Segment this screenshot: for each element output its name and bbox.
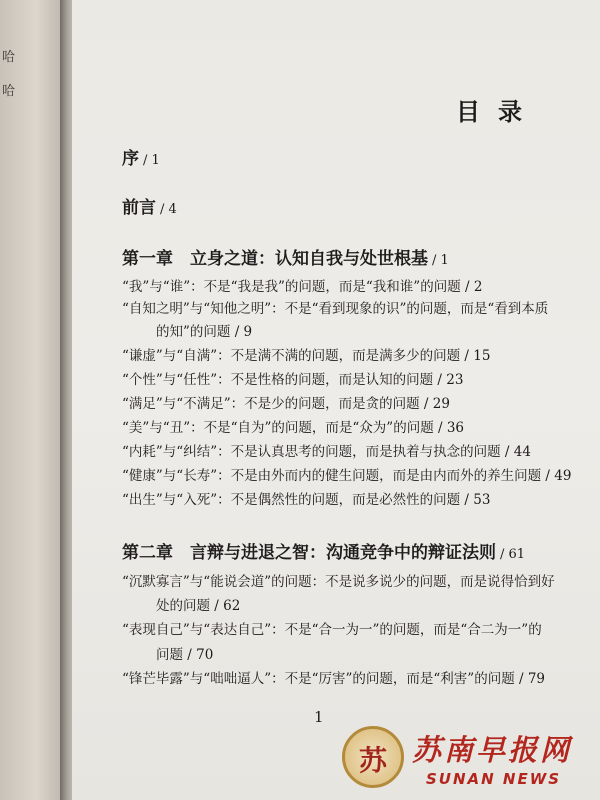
chapter-page: / 61 [500,547,526,562]
toc-section[interactable]: “表现自己”与“表达自己”：不是“合一为一”的问题，而是“合二为一”的 [122,622,542,638]
seal-character: 苏 [358,744,387,777]
toc-chapter-1[interactable] [122,244,449,269]
toc-section[interactable]: “沉默寡言”与“能说会道”的问题：不是说多说少的问题，而是说得恰到好 [122,574,555,590]
toc-section[interactable]: “出生”与“入死”：不是偶然性的问题，而是必然性的问题 / 53 [122,492,491,508]
toc-section[interactable]: “自知之明”与“知他之明”：不是“看到现象的识”的问题，而是“看到本质 [122,301,549,317]
toc-section[interactable]: “健康”与“长寿”：不是由外而内的健生问题，而是由内而外的养生问题 / 49 [122,468,572,484]
toc-section-continued[interactable]: 的知”的问题 / 9 [156,324,253,340]
toc-section[interactable]: “内耗”与“纠结”：不是认真思考的问题，而是执着与执念的问题 / 44 [122,444,531,460]
left-page-edge [0,0,66,800]
toc-section[interactable]: “个性”与“任性”：不是性格的问题，而是认知的问题 / 23 [122,372,464,388]
page-number: 1 [314,708,324,726]
entry-label: 序 [122,149,139,169]
toc-section[interactable]: “我”与“谁”：不是“我是我”的问题，而是“我和谁”的问题 / 2 [122,279,483,295]
entry-label: 前言 [122,198,156,218]
toc-section-continued[interactable]: 处的问题 / 62 [156,598,241,614]
toc-section[interactable]: “美”与“丑”：不是“自为”的问题，而是“众为”的问题 / 36 [122,420,465,436]
news-watermark [330,722,600,800]
watermark-name: 苏南早报网 [412,733,573,767]
chapter-title: 第二章 言辩与进退之智：沟通竞争中的辩证法则 [122,543,496,563]
book-page [72,0,600,800]
seal-logo-icon [342,726,404,788]
chapter-page: / 1 [432,253,449,268]
toc-entry-foreword[interactable] [122,193,177,218]
chapter-title: 第一章 立身之道：认知自我与处世根基 [122,249,428,269]
toc-entry-preface[interactable] [122,144,160,169]
toc-section[interactable]: “满足”与“不满足”：不是少的问题，而是贪的问题 / 29 [122,396,450,412]
entry-page: / 1 [143,153,160,168]
watermark-english: SUNAN NEWS [426,770,562,788]
toc-chapter-2[interactable] [122,538,525,563]
toc-title: 目录 [456,97,540,126]
toc-section[interactable]: “谦虚”与“自满”：不是满不满的问题，而是满多少的问题 / 15 [122,348,491,364]
left-page-fragment: 哈 [2,84,16,99]
entry-page: / 4 [160,202,177,217]
toc-section[interactable]: “锋芒毕露”与“咄咄逼人”：不是“厉害”的问题，而是“利害”的问题 / 79 [122,671,546,687]
toc-section-continued[interactable]: 问题 / 70 [156,647,214,663]
left-page-fragment: 哈 [2,50,16,65]
